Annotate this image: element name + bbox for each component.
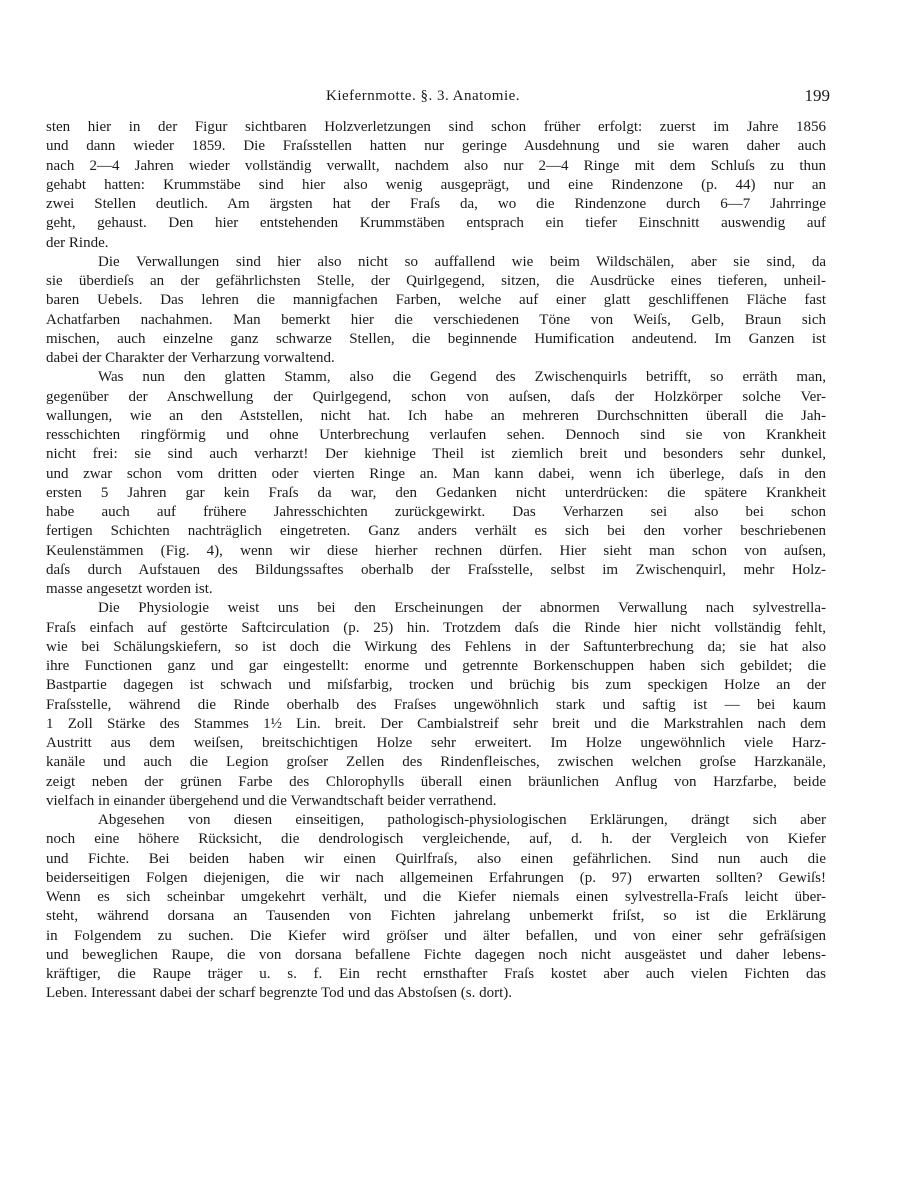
- text-line: ersten 5 Jahren gar kein Fraſs da war, den Gedanken nicht unterdrücken: die spätere Krankheit: [46, 484, 826, 501]
- text-line: fertigen Schichten nachträglich eingetreten. Ganz anders verhält es sich bei den vorher beschriebenen: [46, 523, 826, 540]
- text-line: masse angesetzt worden ist.: [46, 581, 213, 597]
- text-line: baren Uebels. Das lehren die mannigfachen Farben, welche auf einer glatt geschliffenen Fläche fast: [46, 292, 826, 309]
- body-text: [46, 118, 826, 1004]
- text-line: kanäle und auch die Legion groſser Zellen des Rindenfleisches, zwischen welchen groſse Harzkanäle,: [46, 754, 826, 771]
- text-line: 1 Zoll Stärke des Stammes 1½ Lin. breit. Der Cambialstreif sehr breit und die Markstrahlen nach dem: [46, 715, 826, 732]
- text-line: resschichten ringförmig und ohne Unterbrechung verlaufen sehen. Dennoch sind sie von Krankheit: [46, 427, 826, 443]
- text-line: gegenüber der Anschwellung der Quirlgegend, schon von auſsen, daſs der Holzkörper solche Ver-: [46, 388, 826, 405]
- text-line: nach 2—4 Jahren wieder vollständig verwallt, nachdem also nur 2—4 Ringe mit dem Schluſs zu thun: [46, 157, 826, 174]
- text-line: daſs durch Aufstauen des Bildungssaftes oberhalb der Fraſsstelle, selbst im Zwischenquirl, mehr Holz-: [46, 561, 826, 578]
- text-line: zeigt neben der grünen Farbe des Chlorophylls überall einen bräunlichen Anflug von Harzfarbe, beide: [46, 773, 826, 790]
- text-line: Fraſs einfach auf gestörte Saftcirculation (p. 25) hin. Trotzdem daſs die Rinde hier nicht vollständig fehlt,: [46, 619, 826, 636]
- text-line: ihre Functionen ganz und gar eingestellt: enorme und getrennte Borkenschuppen haben sich gebildet; die: [46, 658, 826, 674]
- text-line: Keulenstämmen (Fig. 4), wenn wir diese hierher rechnen dürfen. Hier sieht man schon von auſsen,: [46, 542, 826, 559]
- text-line: mischen, auch einzelne ganz schwarze Stellen, die beginnende Humification andeutend. Im Ganzen ist: [46, 330, 826, 347]
- page-number: 199: [804, 86, 830, 105]
- text-line: Achatfarben nachahmen. Man bemerkt hier die verschiedenen Töne von Weiſs, Gelb, Braun sich: [46, 311, 826, 328]
- text-line: zwei Stellen deutlich. Am ärgsten hat der Fraſs da, wo die Rindenzone durch 6—7 Jahrringe: [46, 196, 826, 212]
- text-line: Bastpartie dagegen ist schwach und miſsfarbig, trocken und brüchig bis zum speckigen Holze an der: [46, 677, 826, 694]
- text-line: dabei der Charakter der Verharzung vorwaltend.: [46, 350, 335, 366]
- running-header: [326, 86, 830, 108]
- text-line: und dann wieder 1859. Die Fraſsstellen hatten nur geringe Ausdehnung und sie waren daher auch: [46, 138, 826, 155]
- text-line: und zwar schon vom dritten oder vierten Ringe an. Man kann dabei, wenn ich überlege, daſs in den: [46, 465, 826, 482]
- text-line: habe auch auf frühere Jahresschichten zurückgewirkt. Das Verharzen sei also bei schon: [46, 504, 826, 520]
- text-line: wie bei Schälungskiefern, so ist doch die Wirkung des Fehlens in der Saftunterbrechung da; sie hat also: [46, 638, 826, 655]
- text-line: in Folgendem zu suchen. Die Kiefer wird gröſser und älter befallen, und von einer sehr gefräſsigen: [46, 927, 826, 944]
- text-line: gehabt hatten: Krummstäbe sind hier also wenig ausgeprägt, und eine Rindenzone (p. 44) nur an: [46, 176, 826, 193]
- text-line: Fraſsstelle, während die Rinde oberhalb des Fraſses ungewöhnlich stark und saftig ist — bei kaum: [46, 696, 826, 713]
- text-line: Leben. Interessant dabei der scharf begrenzte Tod und das Abstoſsen (s. dort).: [46, 985, 513, 1002]
- paragraph-first-line: Was nun den glatten Stamm, also die Gegend des Zwischenquirls betrifft, so erräth man,: [98, 369, 826, 386]
- text-line: Wenn es sich scheinbar umgekehrt verhält, und die Kiefer niemals einen sylvestrella-Fraſs leicht über-: [46, 889, 826, 905]
- text-line: geht, gehaust. Den hier entstehenden Krummstäben entsprach ein tiefer Einschnitt auswendig auf: [46, 215, 826, 232]
- text-line: sie überdieſs an der gefährlichsten Stelle, der Quirlgegend, sitzen, die Ausdrücke eines tieferen, unheil-: [46, 273, 826, 289]
- text-line: Austritt aus dem weiſsen, breitschichtigen Holze sehr erweitert. Im Holze ungewöhnlich viele Harz-: [46, 735, 826, 751]
- text-line: kräftiger, die Raupe träger u. s. f. Ein recht ernsthafter Fraſs kostet aber auch vielen Fichten das: [46, 966, 826, 982]
- text-line: noch eine höhere Rücksicht, die dendrologisch vergleichende, auf, d. h. der Vergleich von Kiefer: [46, 831, 826, 848]
- text-line: sten hier in der Figur sichtbaren Holzverletzungen sind schon früher erfolgt: zuerst im Jahre 1856: [46, 119, 826, 135]
- text-line: und Fichte. Bei beiden haben wir einen Quirlfraſs, also einen gefährlichen. Sind nun auch die: [46, 850, 826, 867]
- text-line: steht, während dorsana an Tausenden von Fichten jahrelang unbemerkt friſst, so ist die Erklärung: [46, 908, 826, 925]
- running-title: Kiefernmotte. §. 3. Anatomie.: [326, 88, 521, 104]
- paragraph-first-line: Die Verwallungen sind hier also nicht so auffallend wie beim Wildschälen, aber sie sind, da: [98, 253, 826, 270]
- text-line: wallungen, wie an den Aststellen, nicht hat. Ich habe an mehreren Durchschnitten überall die Jah-: [46, 407, 826, 424]
- text-line: und beweglichen Raupe, die von dorsana befallene Fichte dagegen noch nicht ausgeästet und daher lebens-: [46, 946, 826, 963]
- text-line: der Rinde.: [46, 234, 109, 251]
- paragraph-first-line: Abgesehen von diesen einseitigen, pathologisch-physiologischen Erklärungen, drängt sich aber: [98, 812, 826, 828]
- text-line: nicht frei: sie sind auch verharzt! Der kiehnige Theil ist ziemlich breit und besonders sehr dunkel,: [46, 446, 826, 463]
- paragraph-first-line: Die Physiologie weist uns bei den Erscheinungen der abnormen Verwallung nach sylvestrella-: [98, 600, 826, 617]
- text-line: vielfach in einander übergehend und die Verwandtschaft beider verrathend.: [46, 792, 497, 809]
- text-line: beiderseitigen Folgen diejenigen, die wir nach allgemeinen Erfahrungen (p. 97) erwarten sollten? Gewiſs!: [46, 869, 826, 886]
